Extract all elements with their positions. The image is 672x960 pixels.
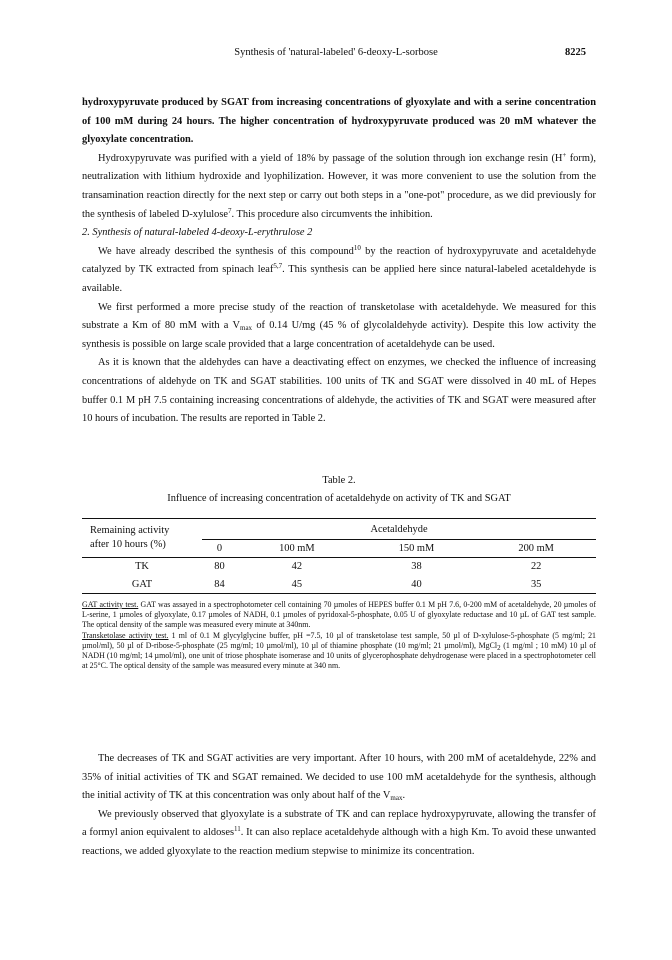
table-cell: 22 [530,561,542,573]
table-row [82,558,596,576]
table-row [82,576,596,594]
table-cell: 45 [291,578,303,590]
reference-marker: 10 [353,243,361,252]
paragraph-purification: Hydroxypyruvate was purified with a yield of 18% by passage of the solution through ion exchange resin (H+ form), neutralization with lithium hydroxide and lyophilization. However, it was more convenient to use the solution from the transamination reaction directly for the next step or carry out both steps in a "one-pot" procedure, as we did previously for the synthesis of labeled D-xylulose$^7$. This procedure also circumvents the inhibition. [82,150,596,220]
paragraph-decrease: The decreases of TK and SGAT activities are very important. After 10 hours, with 200 mM of acetaldehyde, 22% and 35% of initial activities of TK and SGAT remained. We decided to use 100 mM acetaldehyde for the synthesis, although the initial activity of TK at this concentration was only about half of the $V_{max}$. [82,753,596,803]
table-caption: Influence of increasing concentration of acetaldehyde on activity of TK and SGAT [167,493,511,504]
table-cell: 84 [214,578,225,590]
row-label: GAT [131,578,153,590]
page-number: 8225 [565,47,586,58]
paragraph-glyoxylate: We previously observed that glyoxylate is a substrate of TK and can replace hydroxypyruvate, allowing the transfer of a formyl anion equivalent to aldoses$^{11}$. It can also replace acetaldehyde although with a high Km. To avoid these unwanted reactions, we added glyoxylate to the reaction medium stepwise to minimize its concentration. [82,808,597,857]
table-cell: 80 [214,561,225,573]
column-header: 0 [216,543,223,554]
body-text-upper [82,94,596,429]
row-header-cell: Remaining activity after 10 hours (%) [90,525,170,550]
paragraph-synthesis: We have already described the synthesis of this compound$^{10}$ by the reaction of hydroxypyruvate and acetaldehyde catalyzed by TK extracted from spinach leaf$^{5,7}$. This synthesis can be applied here since natural-labeled acetaldehyde is available. [82,243,596,294]
paragraph-continuation: hydroxypyruvate produced by SGAT from increasing concentrations of glyoxylate and with a serine concentration of 100 mM during 24 hours. The higher concentration of hydroxypyruvate produced was 20 mM whatever the glyoxylate concentration. [82,97,596,146]
table-2 [82,518,596,594]
group-header-cell: Acetaldehyde [202,519,596,540]
running-head [0,47,672,63]
reference-marker: 7 [228,206,232,215]
paragraph-stability: As it is known that the aldehydes can have a deactivating effect on enzymes, we checked the influence of increasing concentrations of aldehyde on TK and SGAT stabilities. 100 units of TK and SGAT were dissolved in 40 mL of Hepes buffer 0.1 M pH 7.5 containing increasing concentrations of aldehyde, the activities of TK and SGAT were measured after 10 hours of incubation. The results are reported in Table 2. [82,357,596,425]
reference-marker: 5,7 [273,262,283,271]
gat-test-label: GAT activity test. [82,600,139,609]
running-title: Synthesis of 'natural-labeled' 6-deoxy-L-sorbose [234,47,438,58]
tk-test-label: Transketolase activity test. [82,630,169,640]
column-header: 100 mM [279,543,315,554]
column-header: 200 mM [518,543,554,554]
body-text-lower [82,750,596,862]
table-cell: 38 [411,561,422,573]
row-label: TK [135,561,149,573]
table-cell: 35 [530,578,542,590]
table-2-block [82,472,596,671]
table-label: Table 2. [322,475,356,486]
paragraph-kinetics: We first performed a more precise study of the reaction of transketolase with acetaldehyde. We measured for this substrate a Km of 80 mM with a $V_{max}$ of 0.14 U/mg (45 % of glycolaldehyde activity). Despite this low activity the synthesis is possible on large scale provided that a large concentration of acetaldehyde can be used. [82,301,597,350]
column-header: 150 mM [398,543,435,554]
table-footnote: GAT activity test. GAT was assayed in a spectrophotometer cell containing 70 µmoles of HEPES buffer 0.1 M pH 7.6, 0-200 mM of acetaldehyde, 20 µmoles of L-serine, 1 µmoles of glyoxylate, 0.17 µmoles of NADH, 0.1 µmoles of pyridoxal-5-phosphate, 0.05 U of glyoxylate reductase and 10 µL of GAT test sample. The optical density of the sample was measured every minute at 340nm. Transketolase activity test. 1 ml of 0.1 M glycylglycine buffer, pH =7.5, 10 µl of transketolase test sample, 50 µl of D-xylulose-5-phosphate (5 mg/ml; 21 µmol/ml), 50 µl of D-ribose-5-phosphate (25 mg/ml; 10 µmol/ml), 10 µl of thiamine phosphate (10 mg/ml; 21 µmol/ml), MgCl$_2$ (1 mg/ml ; 10 mM) 10 µl of NADH (10 mg/ml; 14 µmol/ml), one unit of triose phosphate isomerase and 10 units of glycerophosphate dehydrogenase were placed in a spectrophotometer cell at 25°C. The optical density of the sample was measured every minute at 340 nm. [82,600,596,671]
table-cell: 42 [291,561,303,573]
reference-marker: 11 [234,825,241,834]
section-heading: 2. Synthesis of natural-labeled 4-deoxy-L-erythrulose 2 [82,227,313,239]
table-cell: 40 [411,578,422,590]
